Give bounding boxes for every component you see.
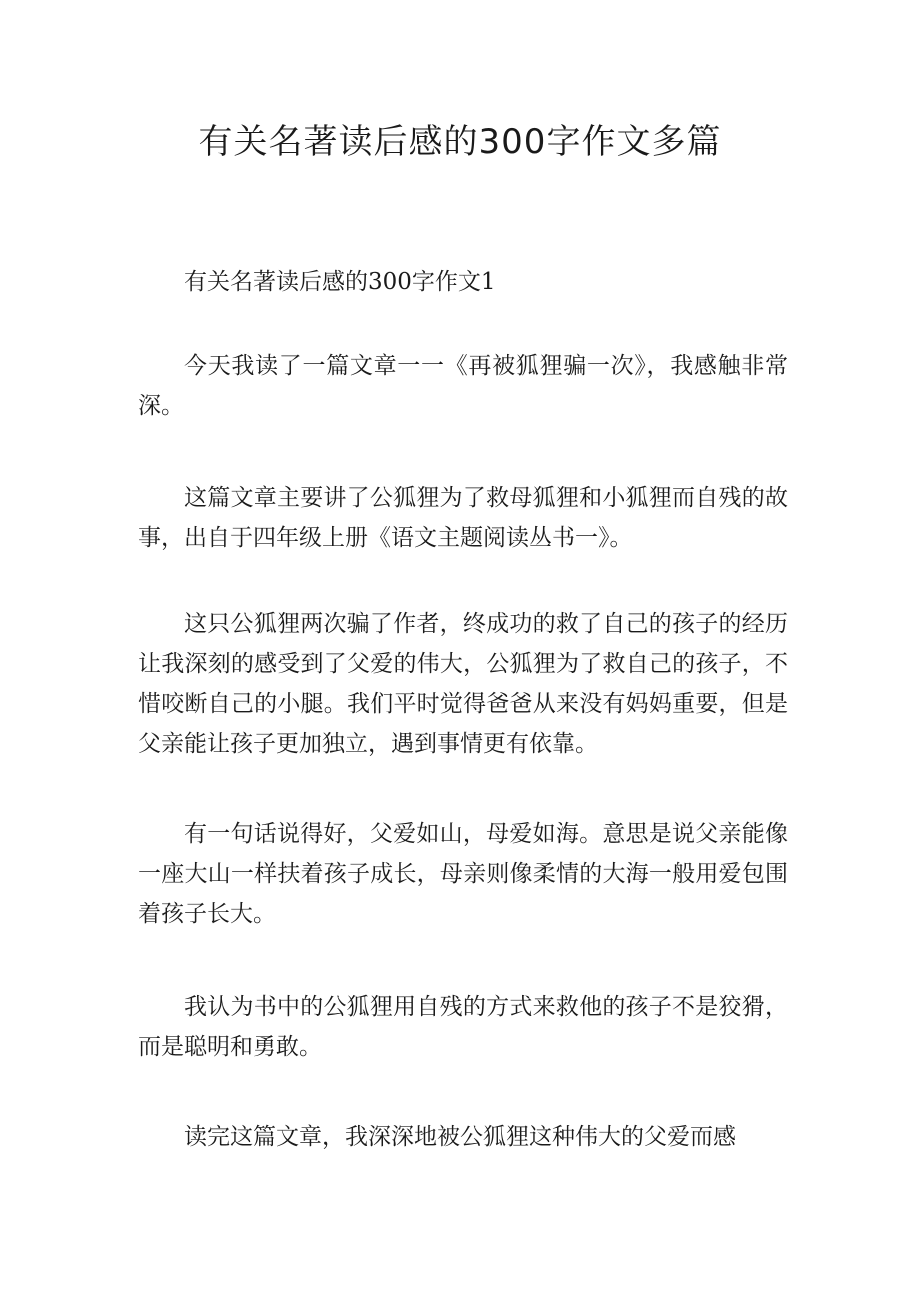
section-heading: 有关名著读后感的300字作文1 (184, 269, 496, 295)
paragraph-5: 我认为书中的公狐狸用自残的方式来救他的孩子不是狡猾，而是聪明和勇敢。 (138, 994, 788, 1060)
paragraph-6: 读完这篇文章，我深深地被公狐狸这种伟大的父爱而感 (184, 1124, 736, 1150)
paragraph-4: 有一句话说得好，父爱如山，母爱如海。意思是说父亲能像一座大山一样扶着孩子成长，母亲则像柔情的大海一般用爱包围着孩子长大。 (138, 821, 788, 927)
paragraph-1: 今天我读了一篇文章一一《再被狐狸骗一次》，我感触非常深。 (138, 353, 788, 419)
document-title: 有关名著读后感的300字作文多篇 (198, 122, 722, 162)
paragraph-2: 这篇文章主要讲了公狐狸为了救母狐狸和小狐狸而自残的故事，出自于四年级上册《语文主题阅读丛书一》。 (138, 485, 788, 551)
paragraph-3: 这只公狐狸两次骗了作者，终成功的救了自己的孩子的经历让我深刻的感受到了父爱的伟大，公狐狸为了救自己的孩子，不惜咬断自己的小腿。我们平时觉得爸爸从来没有妈妈重要，但是父亲能让孩子更加独立，遇到事情更有依靠。 (138, 611, 788, 757)
